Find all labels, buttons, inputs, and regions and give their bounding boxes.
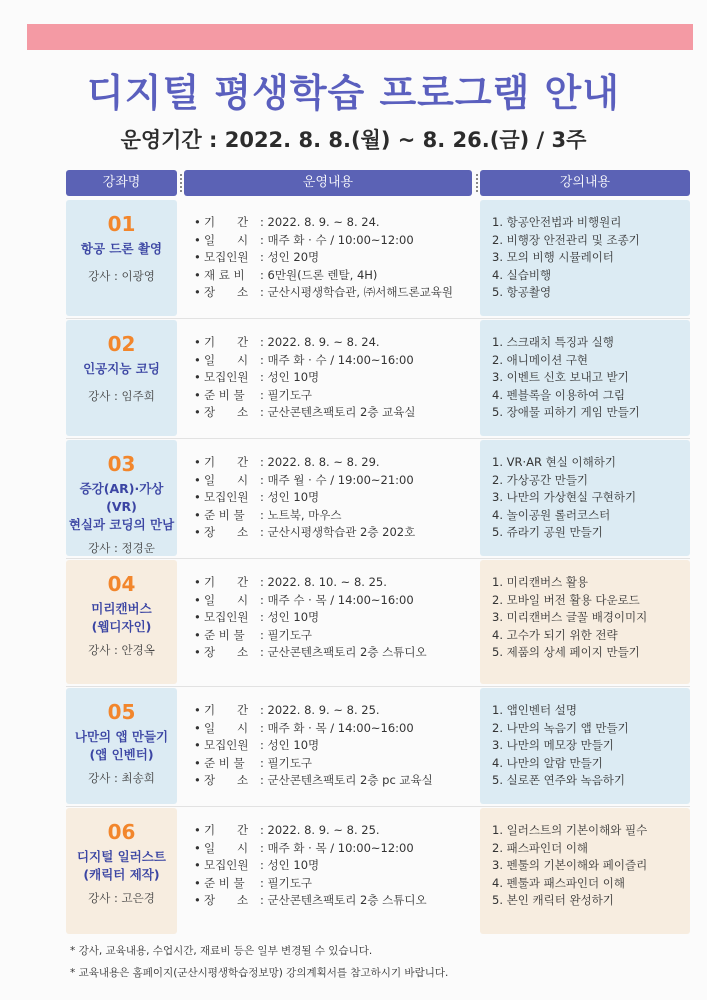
lecture-item: 2. 가상공간 만들기 (492, 472, 589, 487)
lecture-item: 2. 모바일 버전 활용 다운로드 (492, 592, 640, 607)
info-value: : 2022. 8. 8. ~ 8. 29. (260, 455, 380, 469)
info-value: : 2022. 8. 9. ~ 8. 24. (260, 335, 380, 349)
lecture-item: 3. 나만의 가상현실 구현하기 (492, 490, 637, 504)
course-row (66, 200, 690, 316)
info-row (194, 755, 484, 773)
bullet-icon: • (194, 840, 201, 855)
lecture-item: 3. 미리캔버스 글꼴 배경이미지 (492, 610, 648, 624)
lecture-item: 1. 일러스트의 기본이해와 필수 (492, 823, 648, 837)
info-label: 기 간 (204, 823, 249, 837)
info-label: 준 비 물 (204, 507, 245, 522)
lecture-item: 5. 장애물 피하기 게임 만들기 (492, 405, 640, 419)
row-divider (66, 686, 690, 687)
lecture-content (480, 200, 690, 316)
info-value: : 군산시평생학습관 2층 202호 (260, 525, 416, 539)
info-row (194, 592, 484, 610)
info-label: 모집인원 (204, 250, 249, 264)
course-name: 증강(AR)·가상(VR) (79, 481, 164, 514)
lecture-item: 3. 이벤트 신호 보내고 받기 (492, 370, 629, 384)
lecture-item: 5. 항공촬영 (492, 285, 552, 299)
info-value: : 매주 화 · 목 / 10:00~12:00 (260, 840, 414, 855)
course-name-cell (66, 200, 177, 316)
info-label: 일 시 (204, 472, 249, 487)
operation-info (194, 454, 484, 542)
bullet-icon: • (194, 893, 201, 907)
row-divider (66, 438, 690, 439)
header-lecture: 강의내용 (480, 170, 690, 196)
info-value: : 군산콘텐츠팩토리 2층 스튜디오 (260, 893, 427, 907)
info-row (194, 334, 484, 352)
info-row (194, 720, 484, 738)
info-row (194, 892, 484, 910)
course-name-cell (66, 560, 177, 684)
lecture-item: 1. 앱인벤터 설명 (492, 703, 577, 717)
footnote: * 강사, 교육내용, 수업시간, 재료비 등은 일부 변경될 수 있습니다. (70, 945, 373, 957)
course-row (66, 560, 690, 684)
info-row (194, 737, 484, 755)
info-label: 모집인원 (204, 490, 249, 504)
info-label: 기 간 (204, 575, 249, 589)
info-value: : 성인 10명 (260, 370, 320, 384)
bullet-icon: • (194, 592, 201, 607)
info-value: : 군산콘텐츠팩토리 2층 pc 교육실 (260, 773, 433, 787)
info-row (194, 772, 484, 790)
info-row (194, 627, 484, 645)
lecture-content (480, 440, 690, 556)
lecture-item: 3. 모의 비행 시뮬레이터 (492, 250, 614, 264)
info-label: 준 비 물 (204, 387, 245, 402)
info-value: : 성인 10명 (260, 738, 320, 752)
operation-info (194, 334, 484, 422)
info-row (194, 369, 484, 387)
operation-info (194, 702, 484, 790)
lecture-item: 4. 펜툴과 패스파인더 이해 (492, 875, 626, 890)
bullet-icon: • (194, 575, 201, 589)
info-value: : 성인 10명 (260, 858, 320, 872)
info-value: : 군산시평생학습관, ㈜서해드론교육원 (260, 285, 453, 299)
bullet-icon: • (194, 525, 201, 539)
lecture-content (480, 688, 690, 804)
info-value: : 2022. 8. 9. ~ 8. 24. (260, 215, 380, 229)
course-name-sub: (웹디자인) (91, 619, 152, 634)
course-row (66, 320, 690, 436)
info-row (194, 454, 484, 472)
bullet-icon: • (194, 335, 201, 349)
course-name: 인공지능 코딩 (83, 361, 160, 376)
info-value: : 매주 월 · 수 / 19:00~21:00 (260, 472, 414, 487)
info-row (194, 249, 484, 267)
lecture-item: 4. 고수가 되기 위한 전략 (492, 627, 618, 642)
info-value: : 2022. 8. 10. ~ 8. 25. (260, 575, 387, 589)
lecture-item: 4. 나만의 알람 만들기 (492, 755, 603, 770)
info-value: : 2022. 8. 9. ~ 8. 25. (260, 823, 380, 837)
course-name-sub: 현실과 코딩의 만남 (68, 517, 175, 532)
course-name-cell (66, 808, 177, 934)
course-name-sub: (앱 인벤터) (89, 747, 154, 762)
lecture-item: 5. 쥬라기 공원 만들기 (492, 525, 603, 539)
info-value: : 필기도구 (260, 387, 312, 402)
course-name: 나만의 앱 만들기 (74, 729, 169, 744)
info-row (194, 524, 484, 542)
page-title: 디지털 평생학습 프로그램 안내 (87, 71, 620, 115)
lecture-item: 4. 놀이공원 롤러코스터 (492, 507, 611, 522)
course-number: 04 (107, 572, 136, 596)
info-value: : 필기도구 (260, 755, 312, 770)
bullet-icon: • (194, 267, 201, 282)
header-divider (476, 174, 478, 192)
bullet-icon: • (194, 215, 201, 229)
row-divider (66, 806, 690, 807)
bullet-icon: • (194, 507, 201, 522)
info-label: 모집인원 (204, 370, 249, 384)
course-row (66, 440, 690, 556)
bullet-icon: • (194, 232, 201, 247)
info-value: : 매주 화 · 목 / 14:00~16:00 (260, 720, 414, 735)
info-label: 일 시 (204, 592, 249, 607)
bullet-icon: • (194, 387, 201, 402)
lecture-item: 1. VR·AR 현실 이해하기 (492, 455, 616, 469)
row-divider (66, 318, 690, 319)
lecture-content (480, 320, 690, 436)
info-row (194, 857, 484, 875)
instructor: 강사 : 안경옥 (88, 643, 155, 657)
bullet-icon: • (194, 405, 201, 419)
bullet-icon: • (194, 875, 201, 890)
course-name-cell (66, 440, 177, 556)
info-row (194, 352, 484, 370)
operating-period: 운영기간 : 2022. 8. 8.(월) ~ 8. 26.(금) / 3주 (120, 128, 587, 152)
info-label: 장 소 (204, 773, 249, 787)
course-row (66, 808, 690, 934)
lecture-item: 4. 실습비행 (492, 267, 552, 282)
operation-info (194, 822, 484, 910)
bullet-icon: • (194, 285, 201, 299)
info-value: : 군산콘텐츠팩토리 2층 스튜디오 (260, 645, 427, 659)
info-label: 일 시 (204, 232, 249, 247)
info-label: 기 간 (204, 215, 249, 229)
info-label: 준 비 물 (204, 627, 245, 642)
bullet-icon: • (194, 610, 201, 624)
course-name-cell (66, 688, 177, 804)
bullet-icon: • (194, 703, 201, 717)
info-row (194, 822, 484, 840)
lecture-item: 5. 실로폰 연주와 녹음하기 (492, 773, 626, 787)
bullet-icon: • (194, 858, 201, 872)
info-row (194, 702, 484, 720)
footnote: * 교육내용은 홈페이지(군산시평생학습정보망) 강의계획서를 참고하시기 바랍니다. (70, 967, 449, 979)
course-number: 01 (107, 212, 136, 236)
bullet-icon: • (194, 755, 201, 770)
info-value: : 6만원(드론 렌탈, 4H) (260, 267, 378, 282)
info-label: 모집인원 (204, 610, 249, 624)
lecture-content (480, 560, 690, 684)
info-label: 모집인원 (204, 738, 249, 752)
lecture-item: 1. 스크래치 특징과 실행 (492, 335, 614, 349)
bullet-icon: • (194, 250, 201, 264)
bullet-icon: • (194, 352, 201, 367)
info-row (194, 404, 484, 422)
course-number: 02 (107, 332, 136, 356)
bullet-icon: • (194, 645, 201, 659)
bullet-icon: • (194, 720, 201, 735)
lecture-item: 4. 펜블록을 이용하여 그림 (492, 387, 626, 402)
instructor: 강사 : 고은경 (88, 891, 155, 905)
course-name-sub: (캐릭터 제작) (83, 867, 160, 882)
operation-info (194, 574, 484, 662)
lecture-item: 5. 제품의 상세 페이지 만들기 (492, 645, 640, 659)
info-label: 기 간 (204, 335, 249, 349)
info-label: 장 소 (204, 525, 249, 539)
info-label: 일 시 (204, 352, 249, 367)
course-name-cell (66, 320, 177, 436)
course-name: 항공 드론 촬영 (80, 241, 163, 256)
lecture-content (480, 808, 690, 934)
operation-info (194, 214, 484, 302)
course-name: 미리캔버스 (91, 601, 152, 616)
footnotes (70, 940, 448, 984)
info-value: : 매주 화 · 수 / 14:00~16:00 (260, 352, 414, 367)
lecture-item: 2. 패스파인더 이해 (492, 840, 589, 855)
info-row (194, 609, 484, 627)
info-value: : 필기도구 (260, 627, 312, 642)
info-row (194, 267, 484, 285)
info-label: 모집인원 (204, 858, 249, 872)
info-label: 준 비 물 (204, 755, 245, 770)
course-number: 03 (107, 452, 136, 476)
info-row (194, 644, 484, 662)
info-label: 기 간 (204, 455, 249, 469)
info-label: 장 소 (204, 893, 249, 907)
info-value: : 성인 20명 (260, 250, 320, 264)
course-number: 06 (107, 820, 136, 844)
info-label: 기 간 (204, 703, 249, 717)
info-label: 일 시 (204, 840, 249, 855)
bullet-icon: • (194, 823, 201, 837)
info-value: : 매주 화 · 수 / 10:00~12:00 (260, 232, 414, 247)
info-value: : 필기도구 (260, 875, 312, 890)
info-row (194, 574, 484, 592)
instructor: 강사 : 이광영 (88, 269, 155, 283)
info-label: 일 시 (204, 720, 249, 735)
lecture-item: 5. 본인 캐릭터 완성하기 (492, 893, 614, 907)
bullet-icon: • (194, 490, 201, 504)
info-row (194, 214, 484, 232)
row-divider (66, 558, 690, 559)
info-label: 장 소 (204, 405, 249, 419)
info-label: 장 소 (204, 645, 249, 659)
bullet-icon: • (194, 455, 201, 469)
info-row (194, 232, 484, 250)
info-row (194, 387, 484, 405)
instructor: 강사 : 정경운 (88, 541, 155, 555)
course-row (66, 688, 690, 804)
info-value: : 매주 수 · 목 / 14:00~16:00 (260, 592, 414, 607)
course-name: 디지털 일러스트 (77, 849, 166, 864)
info-value: : 군산콘텐츠팩토리 2층 교육실 (260, 405, 416, 419)
info-row (194, 507, 484, 525)
course-number: 05 (107, 700, 136, 724)
info-value: : 성인 10명 (260, 610, 320, 624)
info-row (194, 840, 484, 858)
lecture-item: 3. 펜툴의 기본이해와 페이즐리 (492, 858, 648, 872)
bullet-icon: • (194, 472, 201, 487)
info-row (194, 284, 484, 302)
info-value: : 노트북, 마우스 (260, 507, 342, 522)
lecture-item: 2. 나만의 녹음기 앱 만들기 (492, 720, 629, 735)
lecture-item: 2. 애니메이션 구현 (492, 352, 589, 367)
lecture-item: 1. 미리캔버스 활용 (492, 575, 589, 589)
info-label: 준 비 물 (204, 875, 245, 890)
info-row (194, 472, 484, 490)
header-divider (180, 174, 182, 192)
instructor: 강사 : 최송희 (88, 771, 155, 785)
info-row (194, 489, 484, 507)
lecture-item: 3. 나만의 메모장 만들기 (492, 738, 614, 752)
lecture-item: 2. 비행장 안전관리 및 조종기 (492, 232, 640, 247)
table-header (0, 170, 707, 196)
lecture-item: 1. 항공안전법과 비행원리 (492, 215, 622, 229)
header-operation: 운영내용 (184, 170, 472, 196)
info-value: : 성인 10명 (260, 490, 320, 504)
bullet-icon: • (194, 773, 201, 787)
header-course: 강좌명 (66, 170, 177, 196)
instructor: 강사 : 임주희 (88, 389, 155, 403)
info-label: 장 소 (204, 285, 249, 299)
info-label: 재 료 비 (204, 267, 245, 282)
top-decorative-bar (27, 24, 693, 50)
bullet-icon: • (194, 627, 201, 642)
bullet-icon: • (194, 370, 201, 384)
info-value: : 2022. 8. 9. ~ 8. 25. (260, 703, 380, 717)
info-row (194, 875, 484, 893)
bullet-icon: • (194, 738, 201, 752)
